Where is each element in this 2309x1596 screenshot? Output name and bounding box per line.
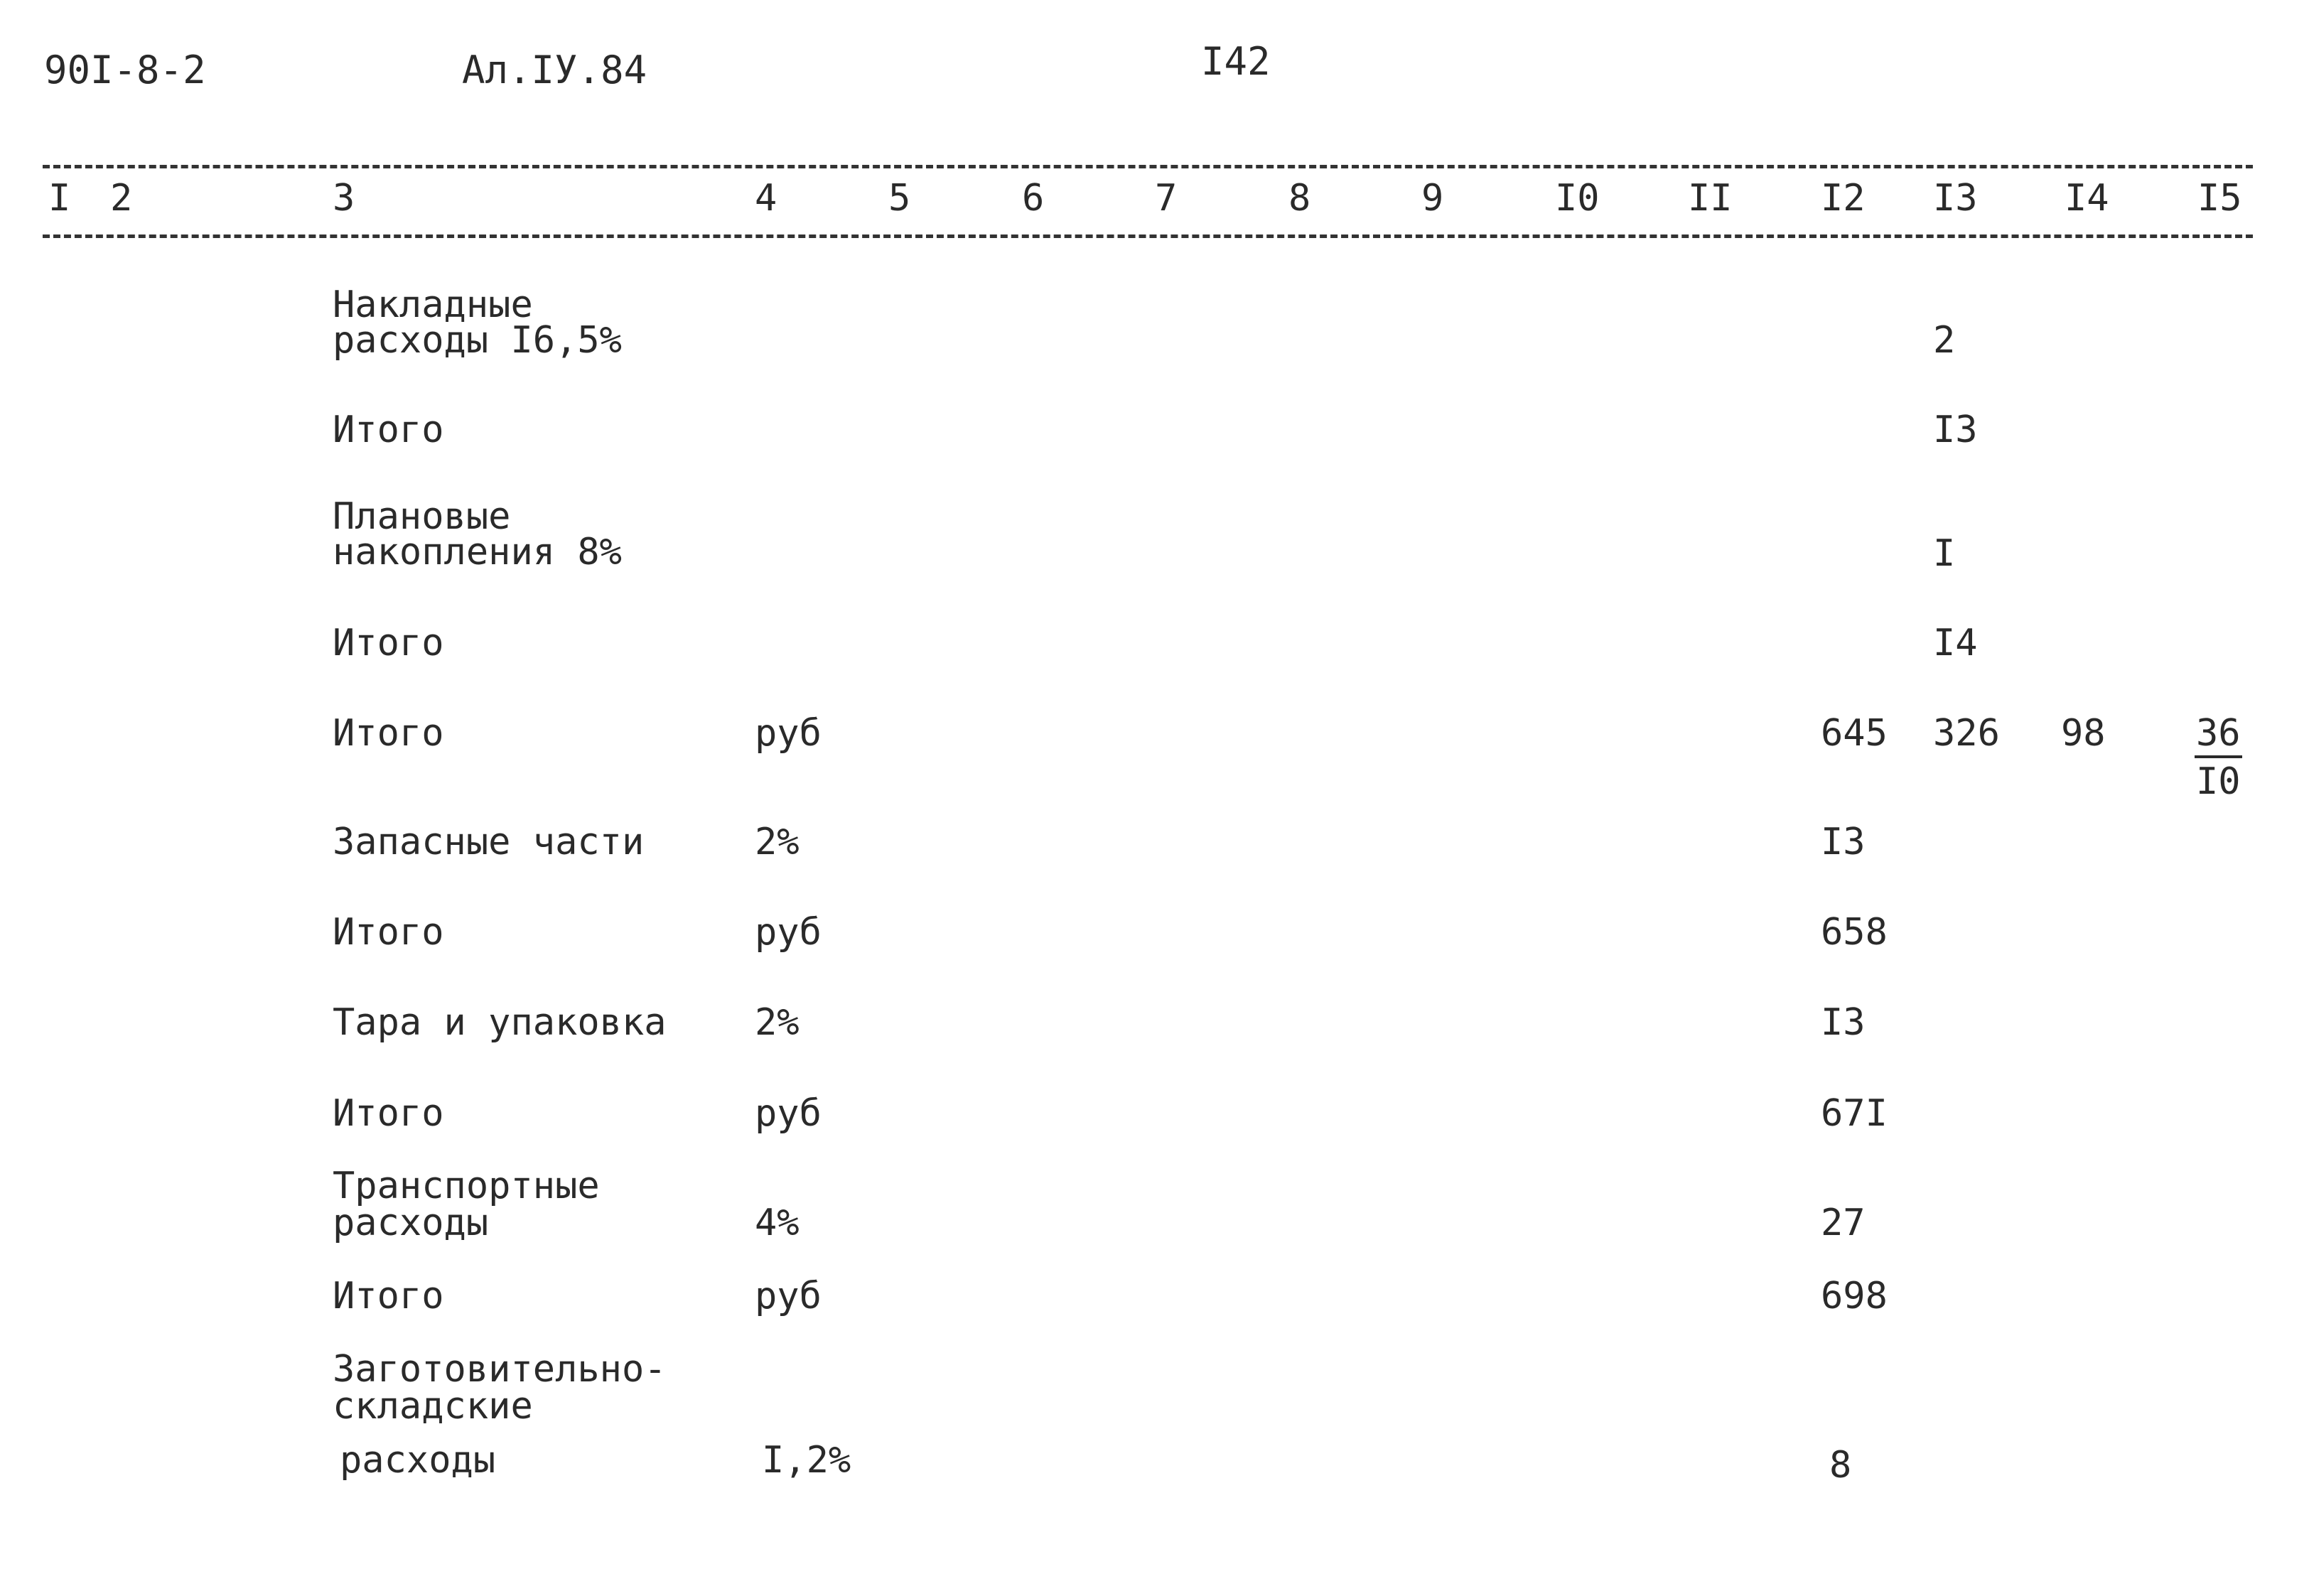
cell-col12: 698 <box>1821 1275 1888 1317</box>
row-label: Итого <box>333 712 444 755</box>
column-number: I0 <box>1555 177 1600 220</box>
cell-col12: 27 <box>1821 1202 1866 1244</box>
column-number: I5 <box>2197 177 2242 220</box>
column-number: 5 <box>888 177 911 220</box>
cell-col13: I <box>1933 532 1956 575</box>
column-number: 4 <box>755 177 777 220</box>
row-label: Тара и упаковка <box>333 1001 667 1044</box>
header-rule-top <box>43 165 2253 168</box>
cell-col15-fraction <box>2195 714 2242 801</box>
row-label: накопления 8% <box>333 531 622 573</box>
column-number: 3 <box>333 177 355 220</box>
cell-col13: I3 <box>1933 409 1978 451</box>
cell-col4: руб <box>755 712 822 755</box>
cell-col4: руб <box>755 1275 822 1317</box>
cell-col13: 2 <box>1933 319 1956 362</box>
cell-col13: 326 <box>1933 712 2000 755</box>
fraction-numerator: 36 <box>2195 714 2242 758</box>
column-number: 8 <box>1288 177 1311 220</box>
row-label: Заготовительно- <box>333 1348 667 1391</box>
column-number: 2 <box>110 177 133 220</box>
column-number: I4 <box>2065 177 2109 220</box>
column-number: I <box>48 177 71 220</box>
header-rule-bottom <box>43 234 2253 238</box>
cell-col13: I4 <box>1933 622 1978 664</box>
row-label: Итого <box>333 622 444 664</box>
cell-col12: I3 <box>1821 1001 1866 1044</box>
column-number: II <box>1688 177 1733 220</box>
column-number: 6 <box>1022 177 1045 220</box>
row-label: Плановые <box>333 495 511 538</box>
row-label: складские <box>333 1385 533 1428</box>
row-label: расходы <box>333 1202 489 1244</box>
row-label: расходы <box>340 1439 496 1482</box>
album-reference: Ал.IУ.84 <box>462 48 647 92</box>
cell-col12: 658 <box>1821 911 1888 954</box>
row-label: расходы I6,5% <box>333 319 622 362</box>
fraction-denominator: I0 <box>2196 760 2241 803</box>
row-label: Итого <box>333 1092 444 1135</box>
row-label: Накладные <box>333 284 533 326</box>
column-number: I3 <box>1933 177 1978 220</box>
row-label: Итого <box>333 911 444 954</box>
cell-col12: 67I <box>1821 1092 1888 1135</box>
column-number: I2 <box>1821 177 1866 220</box>
cell-col4: 2% <box>755 1001 800 1044</box>
row-label: Итого <box>333 409 444 451</box>
column-number: 9 <box>1421 177 1444 220</box>
cell-col4: руб <box>755 1092 822 1135</box>
row-label: Итого <box>333 1275 444 1317</box>
cell-col4: 2% <box>755 821 800 863</box>
cell-col4: руб <box>755 911 822 954</box>
page-number: I42 <box>1201 39 1271 84</box>
document-code: 90I-8-2 <box>44 48 206 92</box>
cell-col4: I,2% <box>762 1439 851 1482</box>
cell-col4: 4% <box>755 1202 800 1244</box>
cell-col12: I3 <box>1821 821 1866 863</box>
column-number: 7 <box>1155 177 1178 220</box>
cell-col12: 8 <box>1829 1444 1852 1487</box>
cell-col14: 98 <box>2061 712 2106 755</box>
row-label: Транспортные <box>333 1165 600 1207</box>
cell-col12: 645 <box>1821 712 1888 755</box>
row-label: Запасные части <box>333 821 645 863</box>
